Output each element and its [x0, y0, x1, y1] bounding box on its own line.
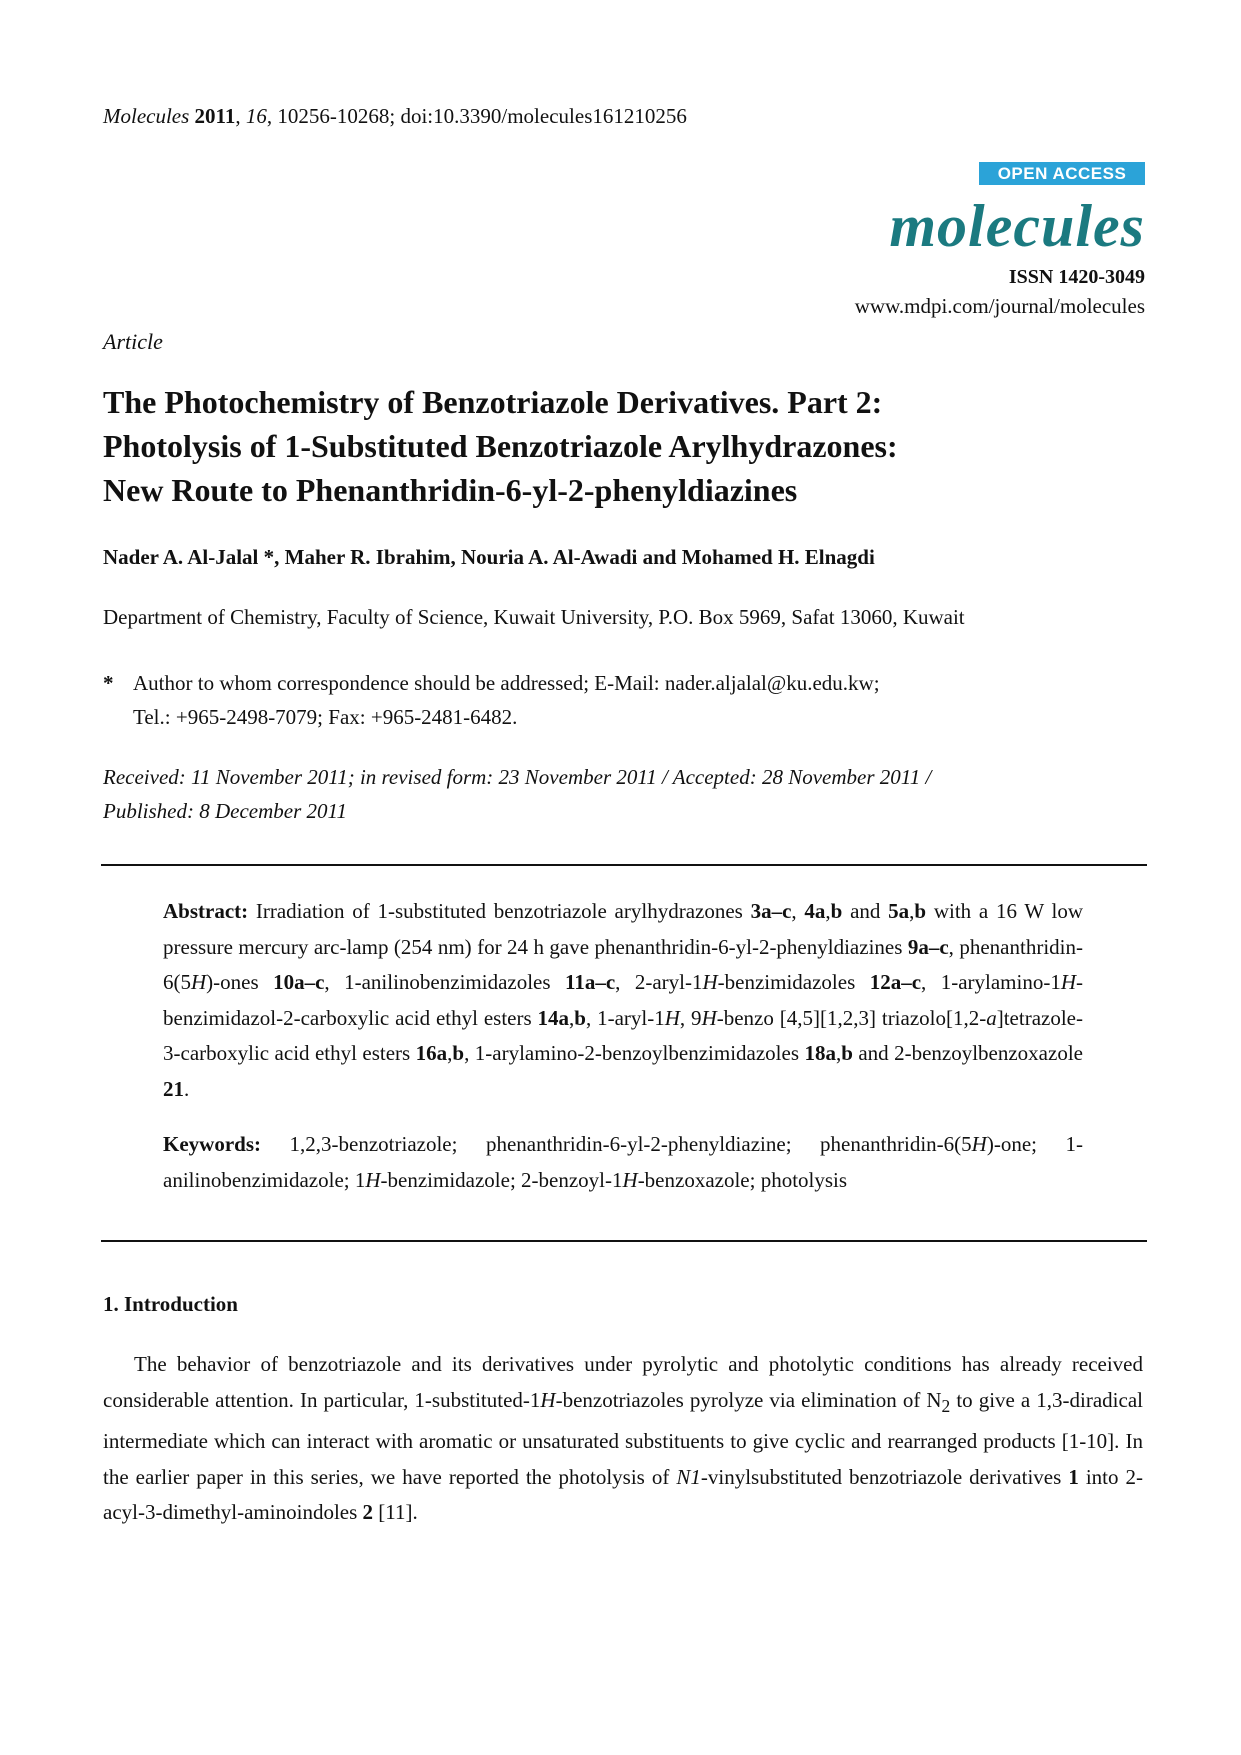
citation-journal: Molecules — [103, 104, 190, 128]
text-run: )-one; 1-anilinobenzimidazole; 1 — [163, 1132, 1083, 1192]
open-access-badge: OPEN ACCESS — [979, 162, 1145, 185]
text-run: b — [830, 899, 843, 923]
intro-paragraph — [103, 1347, 1143, 1531]
abstract — [163, 894, 1083, 1107]
text-run: b — [914, 899, 927, 923]
text-run: , 9 — [679, 1005, 702, 1030]
text-run: N1 — [676, 1464, 701, 1489]
text-run: b — [841, 1041, 853, 1065]
text-run: -benzo [4,5][1,2,3] triazolo[1,2- — [716, 1005, 987, 1030]
citation-volume: 16 — [245, 104, 267, 128]
article-type: Article — [103, 329, 163, 354]
section-heading: 1. Introduction — [103, 1292, 238, 1316]
text-run: , phenanthridin-6(5 — [163, 934, 1083, 994]
text-run: 4a — [804, 899, 826, 923]
text-run: 2 — [362, 1500, 374, 1525]
text-run: H — [540, 1387, 556, 1412]
dates-line-1: Received: 11 November 2011; in revised form: 23 November 2011 / Accepted: 28 November 2011 / — [103, 765, 932, 789]
text-run: . — [184, 1076, 190, 1101]
text-run: , — [909, 899, 915, 923]
text-run: 21 — [163, 1076, 184, 1101]
text-run: H — [191, 970, 207, 994]
text-run: , 2-aryl-1 — [615, 970, 703, 994]
text-run: -vinylsubstituted benzotriazole derivatives — [700, 1464, 1069, 1489]
text-run: [11]. — [373, 1500, 418, 1525]
title-line: The Photochemistry of Benzotriazole Derivatives. Part 2: — [103, 384, 883, 420]
title-line: Photolysis of 1-Substituted Benzotriazole Arylhydrazones: — [103, 428, 898, 464]
text-run: -benzimidazol-2-carboxylic acid ethyl esters — [163, 970, 1084, 1030]
text-run: ]tetrazole-3-carboxylic acid ethyl esters — [163, 1005, 1084, 1065]
text-run: H — [702, 970, 718, 994]
text-run: The behavior of benzotriazole and its derivatives under pyrolytic and photolytic conditions has already received considerable attention. In particular, 1-substituted-1 — [103, 1352, 1143, 1412]
authors: Nader A. Al-Jalal *, Maher R. Ibrahim, Nouria A. Al-Awadi and Mohamed H. Elnagdi — [103, 545, 875, 569]
journal-logo: molecules — [889, 193, 1145, 259]
citation-year: 2011 — [194, 104, 236, 128]
text-run: H — [365, 1167, 381, 1192]
text-run: with a 16 W low pressure mercury arc-lamp (254 nm) for 24 h gave phenanthridin-6-yl-2-phenyldiazines — [163, 899, 1084, 959]
keywords-body — [163, 1132, 1083, 1192]
corr-line-2: Tel.: +965-2498-7079; Fax: +965-2481-6482. — [133, 705, 518, 729]
text-run: 16a — [415, 1041, 448, 1065]
text-run: H — [664, 1005, 680, 1030]
abstract-body — [163, 899, 1083, 1101]
text-run: -benzotriazoles pyrolyze via elimination of N — [555, 1387, 942, 1412]
text-run: -benzoxazole; photolysis — [637, 1167, 848, 1192]
text-run: H — [622, 1167, 638, 1192]
intro-body — [103, 1347, 1143, 1531]
text-run: Irradiation of 1-substituted benzotriazole arylhydrazones — [248, 899, 751, 923]
text-run: H — [701, 1005, 717, 1030]
text-run: -benzimidazoles — [717, 970, 870, 994]
text-run: 5a — [888, 899, 910, 923]
text-run: to give a 1,3-diradical intermediate which can interact with aromatic or unsaturated substituents to give cyclic and rearranged products [1-10]. In the earlier paper in this series, we have reported the photolysis of — [103, 1387, 1143, 1489]
text-run: , — [447, 1041, 453, 1065]
publication-dates — [103, 760, 931, 828]
text-run: 18a — [804, 1041, 836, 1065]
text-run: and — [842, 899, 889, 923]
text-run: H — [1060, 970, 1077, 994]
text-run: , — [825, 899, 831, 923]
corr-line-1[interactable]: Author to whom correspondence should be addressed; E-Mail: nader.aljalal@ku.edu.kw; — [133, 671, 880, 695]
abstract-label: Abstract: — [163, 899, 249, 923]
text-run: , 1-anilinobenzimidazoles — [324, 970, 565, 994]
text-run: , — [791, 899, 805, 923]
citation-line: Molecules 2011, 16, 10256-10268; doi:10.3390/molecules161210256 — [103, 104, 687, 128]
text-run: , — [835, 1041, 842, 1065]
text-run: 1 — [1068, 1464, 1079, 1489]
text-run: , 1-arylamino-1 — [921, 970, 1061, 994]
corr-star: * — [103, 671, 114, 695]
text-run: 9a–c — [907, 934, 949, 959]
text-run: 10a–c — [273, 970, 325, 994]
correspondence — [103, 666, 880, 734]
text-run: -benzimidazole; 2-benzoyl-1 — [380, 1167, 623, 1192]
keywords-label: Keywords: — [163, 1132, 261, 1156]
title-line: New Route to Phenanthridin-6-yl-2-phenyldiazines — [103, 472, 798, 508]
affiliation: Department of Chemistry, Faculty of Science, Kuwait University, P.O. Box 5969, Safat 13060, Kuwait — [103, 605, 965, 629]
text-run: , 1-arylamino-2-benzoylbenzimidazoles — [464, 1041, 805, 1065]
text-run: )-ones — [206, 970, 274, 994]
text-run: into 2-acyl-3-dimethyl-aminoindoles — [103, 1464, 1143, 1525]
text-run: 14a — [537, 1005, 570, 1030]
text-run: b — [574, 1005, 586, 1030]
paper-title — [103, 380, 1143, 512]
issn: ISSN 1420-3049 — [1008, 266, 1145, 288]
text-run: , — [569, 1005, 575, 1030]
text-run: b — [452, 1041, 465, 1065]
text-run: 2 — [941, 1395, 951, 1416]
journal-url[interactable]: www.mdpi.com/journal/molecules — [854, 294, 1145, 318]
citation-rest: , 10256-10268; doi:10.3390/molecules161210256 — [266, 104, 687, 128]
text-run: H — [971, 1132, 987, 1156]
divider-top — [101, 864, 1147, 866]
text-run: 12a–c — [869, 970, 922, 994]
divider-bottom — [101, 1240, 1147, 1242]
text-run: 11a–c — [564, 970, 616, 994]
text-run: 3a–c — [750, 899, 792, 923]
text-run: , 1-aryl-1 — [585, 1005, 665, 1030]
text-run: a — [986, 1005, 997, 1030]
keywords — [163, 1127, 1083, 1198]
text-run: and 2-benzoylbenzoxazole — [852, 1041, 1083, 1065]
dates-line-2: Published: 8 December 2011 — [103, 799, 347, 823]
text-run: 1,2,3-benzotriazole; phenanthridin-6-yl-2-phenyldiazine; phenanthridin-6(5 — [261, 1132, 972, 1156]
